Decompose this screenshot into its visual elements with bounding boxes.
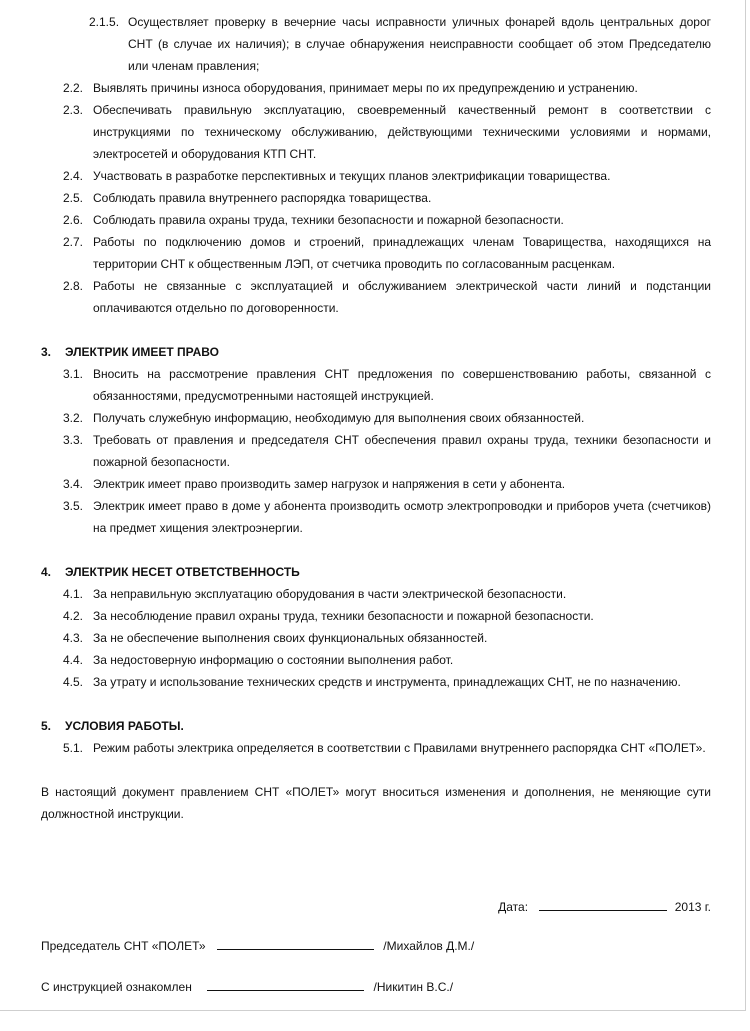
clause-text: Работы не связанные с эксплуатацией и обслуживанием электрической части линий и подстанции оплачиваются отдельно по договоренности.	[93, 279, 711, 315]
section-3-heading	[41, 341, 711, 363]
clause-2-2	[63, 77, 711, 99]
clause-number: 2.1.5.	[89, 15, 120, 29]
clause-number: 3.5.	[63, 499, 84, 513]
clause-number: 4.3.	[63, 631, 84, 645]
clause-text: За недостоверную информацию о состоянии выполнения работ.	[93, 653, 454, 667]
clause-text: Осуществляет проверку в вечерние часы исправности уличных фонарей вдоль центральных дорог СНТ (в случае их наличия); в случае обнаружения неисправности сообщает об этом Председателю или членам правления;	[128, 15, 711, 73]
clause-2-8	[63, 275, 711, 319]
clause-5-1	[63, 737, 711, 759]
clause-number: 2.7.	[63, 235, 84, 249]
clause-4-2	[63, 605, 711, 627]
section-number: 5.	[41, 719, 52, 733]
clause-text: Выявлять причины износа оборудования, принимает меры по их предупреждению и устранению.	[93, 81, 638, 95]
clause-text: Участвовать в разработке перспективных и текущих планов электрификации товарищества.	[93, 169, 611, 183]
clause-2-4	[63, 165, 711, 187]
signature-name: /Михайлов Д.М./	[383, 939, 475, 953]
clause-number: 4.5.	[63, 675, 84, 689]
clause-2-6	[63, 209, 711, 231]
date-blank-line	[539, 898, 667, 911]
section-title: ЭЛЕКТРИК НЕСЕТ ОТВЕТСТВЕННОСТЬ	[65, 565, 300, 579]
page-edge-right	[745, 0, 746, 1010]
clause-text: За утрату и использование технических средств и инструмента, принадлежащих СНТ, не по назначению.	[93, 675, 681, 689]
signature-name: /Никитин В.С./	[373, 980, 454, 994]
clause-3-1	[63, 363, 711, 407]
clause-number: 5.1.	[63, 741, 84, 755]
clause-text: Получать служебную информацию, необходимую для выполнения своих обязанностей.	[93, 411, 585, 425]
section-number: 4.	[41, 565, 52, 579]
clause-2-3	[63, 99, 711, 165]
signature-label: С инструкцией ознакомлен	[41, 980, 192, 994]
clause-number: 3.4.	[63, 477, 84, 491]
clause-number: 2.2.	[63, 81, 84, 95]
clause-4-1	[63, 583, 711, 605]
clause-text: Соблюдать правила охраны труда, техники безопасности и пожарной безопасности.	[93, 213, 564, 227]
clause-number: 4.2.	[63, 609, 84, 623]
signature-line	[217, 937, 374, 950]
clause-text: За неправильную эксплуатацию оборудования в части электрической безопасности.	[93, 587, 567, 601]
clause-number: 3.1.	[63, 367, 84, 381]
clause-4-5	[63, 671, 711, 693]
signature-chairman	[41, 935, 474, 957]
clause-number: 2.8.	[63, 279, 84, 293]
section-number: 3.	[41, 345, 52, 359]
clause-4-4	[63, 649, 711, 671]
clause-text: Требовать от правления и председателя СНТ обеспечения правил охраны труда, техники безопасности и пожарной безопасности.	[93, 433, 711, 469]
clause-text: Работы по подключению домов и строений, принадлежащих членам Товарищества, находящихся на территории СНТ к общественным ЛЭП, от счетчика проводить по согласованным расценкам.	[93, 235, 711, 271]
date-label: Дата:	[498, 900, 529, 914]
clause-3-4	[63, 473, 711, 495]
clause-text: Обеспечивать правильную эксплуатацию, своевременный качественный ремонт в соответствии с инструкциями по техническому обслуживанию, действующими техническими условиями и нормами, электросетей и оборудования КТП СНТ.	[93, 103, 711, 161]
date-row	[498, 896, 711, 918]
section-5-heading	[41, 715, 711, 737]
signature-line	[207, 978, 364, 991]
clause-2-1-5	[89, 11, 711, 77]
clause-number: 2.4.	[63, 169, 84, 183]
clause-number: 3.3.	[63, 433, 84, 447]
clause-text: Режим работы электрика определяется в соответствии с Правилами внутреннего распорядка СНТ «ПОЛЕТ».	[93, 741, 706, 755]
clause-text: За не обеспечение выполнения своих функциональных обязанностей.	[93, 631, 488, 645]
signature-acknowledged	[41, 976, 453, 998]
clause-text: Электрик имеет право в доме у абонента производить осмотр электропроводки и приборов учета (счетчиков) на предмет хищения электроэнергии.	[93, 499, 711, 535]
clause-3-2	[63, 407, 711, 429]
clause-3-5	[63, 495, 711, 539]
clause-text: Соблюдать правила внутреннего распорядка товарищества.	[93, 191, 432, 205]
clause-number: 3.2.	[63, 411, 84, 425]
clause-number: 4.4.	[63, 653, 84, 667]
clause-number: 4.1.	[63, 587, 84, 601]
clause-text: За несоблюдение правил охраны труда, техники безопасности и пожарной безопасности.	[93, 609, 594, 623]
closing-paragraph: В настоящий документ правлением СНТ «ПОЛЕТ» могут вноситься изменения и дополнения, не меняющие сути должностной инструкции.	[41, 785, 711, 821]
clause-number: 2.3.	[63, 103, 84, 117]
clause-text: Вносить на рассмотрение правления СНТ предложения по совершенствованию работы, связанной с обязанностями, предусмотренными настоящей инструкцией.	[93, 367, 711, 403]
clause-2-7	[63, 231, 711, 275]
clause-2-5	[63, 187, 711, 209]
clause-4-3	[63, 627, 711, 649]
clause-text: Электрик имеет право производить замер нагрузок и напряжения в сети у абонента.	[93, 477, 566, 491]
section-title: ЭЛЕКТРИК ИМЕЕТ ПРАВО	[65, 345, 219, 359]
page-edge-bottom	[0, 1010, 746, 1011]
section-title: УСЛОВИЯ РАБОТЫ.	[65, 719, 184, 733]
section-4-heading	[41, 561, 711, 583]
date-suffix: 2013 г.	[674, 900, 711, 914]
clause-number: 2.5.	[63, 191, 84, 205]
document-body	[41, 11, 711, 825]
clause-number: 2.6.	[63, 213, 84, 227]
clause-3-3	[63, 429, 711, 473]
signature-label: Председатель СНТ «ПОЛЕТ»	[41, 939, 206, 953]
